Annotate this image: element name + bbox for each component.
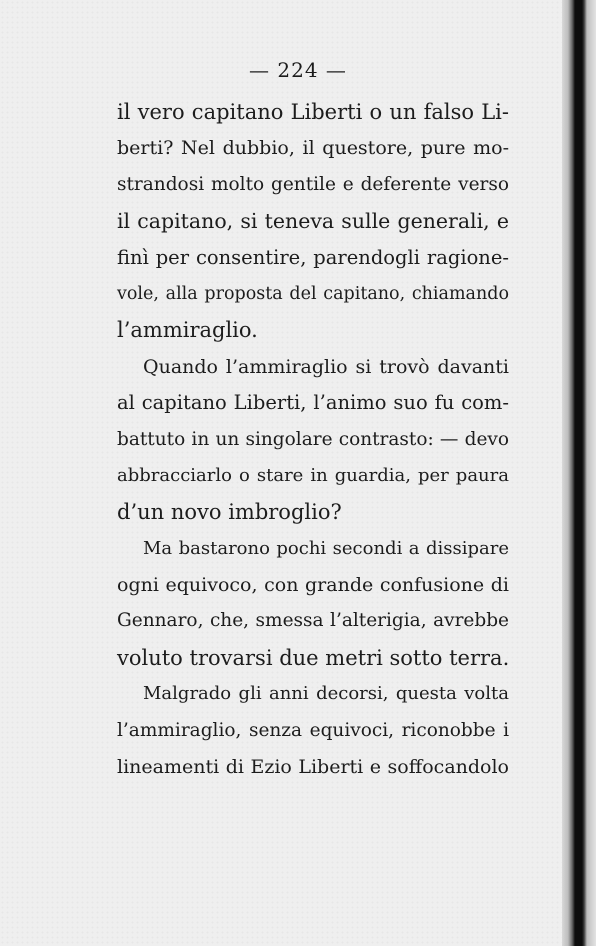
text-line: il capitano, si teneva sulle generali, e xyxy=(117,209,509,234)
text-line: Quando l’ammiraglio si trovò davanti xyxy=(143,355,509,378)
text-line: finì per consentire, parendogli ragione- xyxy=(117,245,509,269)
text-line: abbracciarlo o stare in guardia, per paura xyxy=(117,464,509,486)
text-line: Ma bastarono pochi secondi a dissipare xyxy=(143,537,509,559)
page-number: — 224 — xyxy=(249,58,347,82)
text-line: il vero capitano Liberti o un falso Li- xyxy=(117,100,509,124)
text-line: d’un novo imbroglio? xyxy=(117,500,342,525)
text-line: lineamenti di Ezio Liberti e soffocandolo xyxy=(117,756,509,779)
text-line: Gennaro, che, smessa l’alterigia, avrebbe xyxy=(117,610,509,632)
text-line: vole, alla proposta del capitano, chiamando xyxy=(117,283,509,304)
book-spine-shadow xyxy=(562,0,596,946)
body-text xyxy=(117,94,509,785)
text-line: al capitano Liberti, l’animo suo fu com- xyxy=(117,391,509,415)
text-line: l’ammiraglio. xyxy=(117,318,258,343)
paragraph-4 xyxy=(117,676,509,785)
paragraph-3 xyxy=(117,531,509,677)
text-line: Malgrado gli anni decorsi, questa volta xyxy=(143,683,509,705)
text-line: battuto in un singolare contrasto: — devo xyxy=(117,428,509,450)
text-line: berti? Nel dubbio, il questore, pure mo- xyxy=(117,137,509,160)
text-line: l’ammiraglio, senza equivoci, riconobbe i xyxy=(117,719,509,741)
paragraph-2 xyxy=(117,349,509,531)
text-line: strandosi molto gentile e deferente verso xyxy=(117,173,509,195)
text-line: ogni equivoco, con grande confusione di xyxy=(117,574,509,597)
text-line: voluto trovarsi due metri sotto terra. xyxy=(117,645,510,670)
paragraph-1 xyxy=(117,94,509,349)
